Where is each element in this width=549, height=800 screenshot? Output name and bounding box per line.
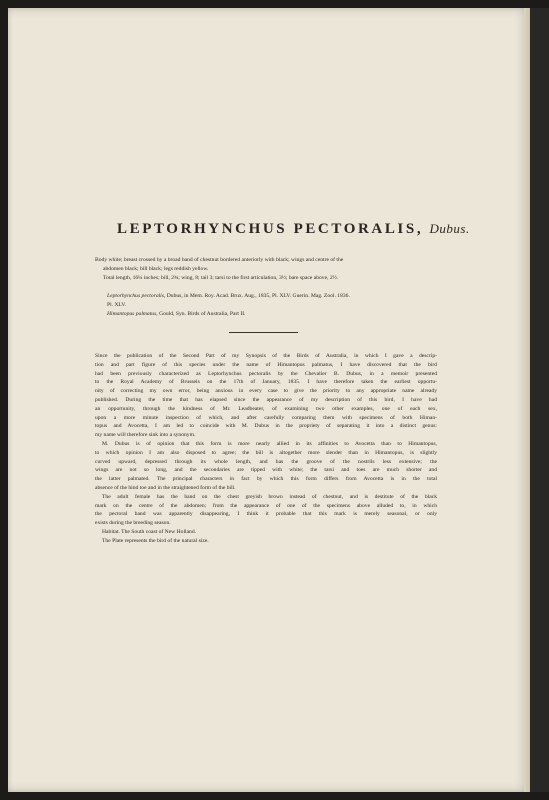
- body-line: exists during the breeding season.: [95, 520, 171, 527]
- synonym-entry: Himantopus palmatus, Gould, Syn. Birds of Australia, Part II.: [107, 310, 246, 317]
- species-description: [95, 256, 437, 282]
- species-title: [117, 221, 470, 238]
- synonymy: [107, 292, 437, 318]
- body-line: topus and Avocetta, I am led to coincide with M. Dubus in the propriety of separating it into a distinct genus:: [95, 423, 437, 430]
- body-line: to the Royal Academy of Brussels on the 17th of January, 1835. I have therefore taken the earliest opportu-: [95, 379, 437, 386]
- plate-note: The Plate represents the bird of the natural size.: [102, 537, 209, 544]
- species-name: LEPTORHYNCHUS PECTORALIS,: [117, 221, 424, 237]
- body-line: Since the publication of the Second Part of my Synopsis of the Birds of Australia, in which I gave a descrip-: [95, 353, 437, 359]
- body-line: tion and part figure of this species under the name of Himantopus palmatus, I have discovered that the bird: [95, 361, 437, 368]
- body-text: [95, 352, 437, 546]
- section-divider: [229, 332, 298, 333]
- body-line: nity of correcting my own error, being anxious in every case to give the priority to any appropriate name already: [95, 388, 437, 395]
- body-line: wings are not so long, and the secondaries are tipped with white; the tarsi and toes are much shorter and: [95, 467, 437, 474]
- body-line: upon a more minute inspection of which, and after carefully comparing them with specimens of both Himan-: [95, 414, 437, 421]
- body-line: M. Dubus is of opinion that this form is more nearly allied in its affinities to Avocetta than to Himantopus,: [102, 440, 437, 447]
- body-line: absence of the hind toe and in the straightened form of the bill.: [95, 484, 236, 491]
- description-line: Body white; breast crossed by a broad band of chestnut bordered anteriorly with black; wings and centre of the: [95, 257, 344, 263]
- body-line: my name will therefore sink into a synonym.: [95, 432, 196, 439]
- synonym-entry: Pl. XLV.: [107, 301, 127, 308]
- body-line: published. During the time that has elapsed since the appearance of my description of this bird, I have had: [95, 396, 437, 403]
- body-line: the pectoral band was apparently disappearing, I think it probable that this mark is merely seasonal, or only: [95, 511, 437, 518]
- scan-background: [530, 8, 549, 792]
- synonym-name: Himantopus palmatus,: [107, 310, 158, 317]
- body-line: the latter palmated. The principal characters in fact by which this form differs from Avocetta is in the total: [95, 476, 437, 483]
- habitat-line: Habitat. The South coast of New Holland.: [102, 528, 197, 535]
- body-line: an opportunity, through the kindness of Mr. Leadbeater, of examining two other examples, one of each sex,: [95, 405, 437, 412]
- body-line: curved upward, depressed through its whole length, and has the groove of the nostrils less extensive; the: [95, 458, 437, 465]
- body-line: had been previously characterized as Leptorhynchus pectoralis by the Chevalier B. Dubus, in a memoir presented: [95, 370, 437, 377]
- synonym-entry: Leptorhynchus pectoralis, Dubus, in Mem. Roy. Acad. Brux. Aug., 1835, Pl. XLV. Guerin. Mag. Zool. 1836.: [107, 293, 350, 299]
- species-author: Dubus.: [429, 221, 470, 236]
- synonym-name: Leptorhynchus pectoralis,: [107, 293, 166, 299]
- body-line: The adult female has the band on the chest greyish brown instead of chestnut, and is destitute of the black: [102, 493, 437, 500]
- description-line: abdomen black; bill black; legs reddish yellow.: [103, 265, 209, 272]
- description-line: Total length, 16¼ inches; bill, 2¾; wing, 8; tail 3; tarsi to the first articulation, 3½; bare space above, 2½.: [103, 274, 339, 281]
- body-line: to which opinion I am also disposed to agree; the bill is altogether more slender than in Himantopus, is slightly: [95, 449, 437, 456]
- body-line: mark on the centre of the abdomen; from the appearance of one of the specimens above alluded to, in which: [95, 502, 437, 509]
